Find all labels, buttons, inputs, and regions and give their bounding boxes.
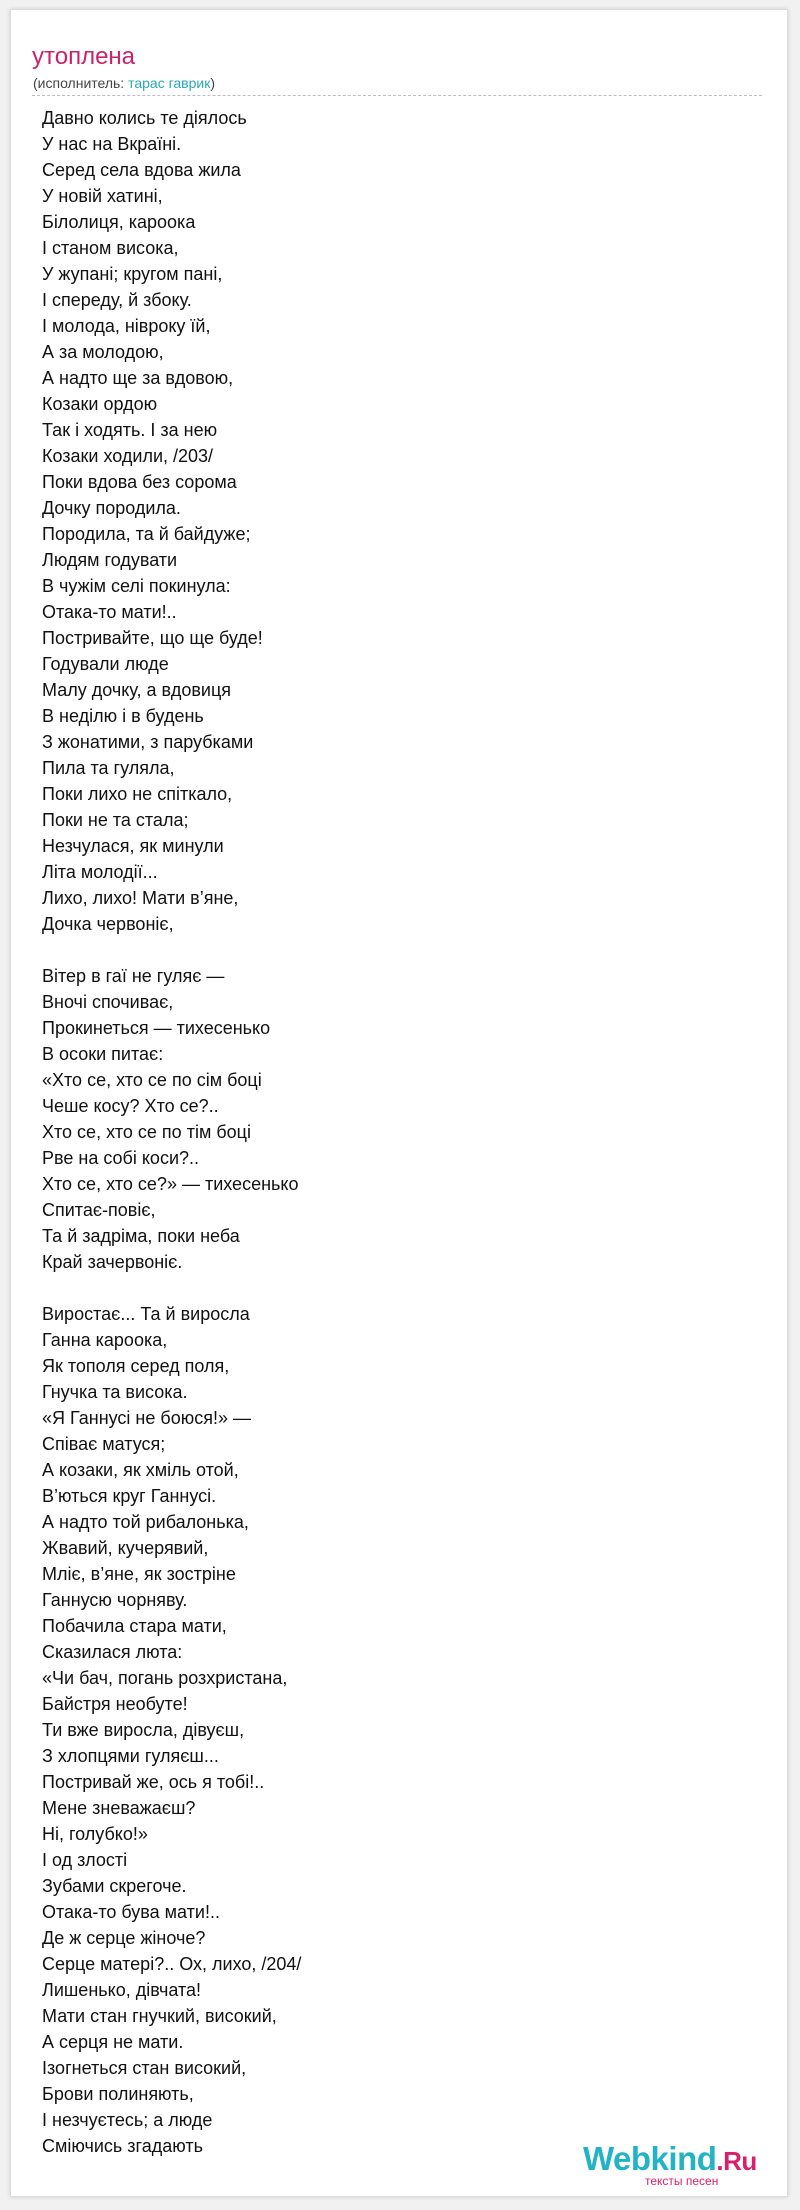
lyric-line: Людям годувати — [42, 550, 178, 570]
lyric-line: Білолиця, кароока — [42, 212, 196, 232]
song-title: утоплена — [32, 43, 136, 70]
lyric-line: «Я Ганнусі не боюся!» — — [42, 1408, 251, 1428]
lyric-line: Породила, та й байдуже; — [42, 524, 251, 544]
lyric-line: Серед села вдова жила — [42, 160, 241, 180]
lyric-line: Хто се, хто се по тім боці — [42, 1122, 251, 1142]
lyric-line: Ганна кароока, — [42, 1330, 168, 1350]
lyric-line: З жонатими, з парубками — [42, 732, 254, 752]
lyric-line: Літа молодії... — [42, 862, 158, 882]
lyric-line: У новій хатині, — [42, 186, 163, 206]
logo-tld: .Ru — [716, 2146, 757, 2176]
lyric-line: А козаки, як хміль отой, — [42, 1460, 239, 1480]
lyric-line: Ти вже виросла, дівуєш, — [42, 1720, 245, 1740]
lyric-line: А надто ще за вдовою, — [42, 368, 234, 388]
performer-link[interactable]: тарас гаврик — [128, 75, 211, 91]
lyric-line: Давно колись те діялось — [42, 108, 247, 128]
lyric-line: «Чи бач, погань розхристана, — [42, 1668, 288, 1688]
lyric-line: Побачила стара мати, — [42, 1616, 227, 1636]
lyric-line: Де ж серце жіноче? — [42, 1928, 206, 1948]
lyrics-stanza — [42, 1301, 742, 2159]
lyric-line: Дочку породила. — [42, 498, 181, 518]
lyric-line: Виростає... Та й виросла — [42, 1304, 250, 1324]
lyric-line: Хто се, хто се?» — тихесенько — [42, 1174, 299, 1194]
lyric-line: Незчулася, як минули — [42, 836, 224, 856]
lyric-line: Край зачервоніє. — [42, 1252, 183, 1272]
lyric-line: Поки вдова без сорома — [42, 472, 237, 492]
lyric-line: Отака-то бува мати!.. — [42, 1902, 220, 1922]
lyric-line: «Хто се, хто се по сім боці — [42, 1070, 262, 1090]
lyric-line: Ні, голубко!» — [42, 1824, 148, 1844]
lyric-line: Серце матері?.. Ох, лихо, /204/ — [42, 1954, 302, 1974]
lyric-line: А серця не мати. — [42, 2032, 184, 2052]
performer-suffix: ) — [210, 75, 216, 91]
lyric-line: Зубами скрегоче. — [42, 1876, 187, 1896]
lyric-line: В осоки питає: — [42, 1044, 164, 1064]
lyric-line: Поки не та стала; — [42, 810, 189, 830]
lyrics-stanza — [42, 963, 742, 1275]
lyric-line: Постривайте, що ще буде! — [42, 628, 263, 648]
lyric-line: Малу дочку, а вдовиця — [42, 680, 232, 700]
lyric-line: В чужім селі покинула: — [42, 576, 231, 596]
lyric-line: Співає матуся; — [42, 1434, 166, 1454]
lyric-line: Мати стан гнучкий, високий, — [42, 2006, 277, 2026]
lyric-line: Спитає-повіє, — [42, 1200, 156, 1220]
logo-tagline: тексты песен — [645, 2174, 719, 2188]
lyric-line: З хлопцями гуляєш... — [42, 1746, 219, 1766]
lyric-line: Ганнусю чорняву. — [42, 1590, 188, 1610]
lyric-line: Рве на собі коси?.. — [42, 1148, 200, 1168]
lyric-line: Дочка червоніє, — [42, 914, 174, 934]
lyric-line: А за молодою, — [42, 342, 164, 362]
lyric-line: Мліє, в’яне, як зостріне — [42, 1564, 236, 1584]
lyric-line: Лихо, лихо! Мати в’яне, — [42, 888, 239, 908]
webkind-logo[interactable] — [583, 2140, 773, 2188]
lyric-line: В’ються круг Ганнусі. — [42, 1486, 217, 1506]
lyric-line: Козаки ордою — [42, 394, 158, 414]
lyric-line: Ізогнеться стан високий, — [42, 2058, 247, 2078]
lyric-line: І од злості — [42, 1850, 128, 1870]
lyrics-stanza — [42, 105, 742, 937]
header-divider — [32, 95, 762, 96]
lyric-line: Лишенько, дівчата! — [42, 1980, 202, 2000]
lyric-line: Козаки ходили, /203/ — [42, 446, 214, 466]
lyric-line: Прокинеться — тихесенько — [42, 1018, 271, 1038]
lyric-line: Постривай же, ось я тобі!.. — [42, 1772, 265, 1792]
lyric-line: І станом висока, — [42, 238, 179, 258]
lyric-line: І молода, нівроку їй, — [42, 316, 211, 336]
performer-line — [33, 74, 215, 92]
lyric-line: Вночі спочиває, — [42, 992, 174, 1012]
lyric-line: Байстря необуте! — [42, 1694, 188, 1714]
lyric-line: Та й задріма, поки неба — [42, 1226, 240, 1246]
lyric-line: Поки лихо не спіткало, — [42, 784, 233, 804]
lyric-line: Сказилася люта: — [42, 1642, 183, 1662]
lyric-line: Мене зневажаєш? — [42, 1798, 196, 1818]
lyric-line: І спереду, й збоку. — [42, 290, 192, 310]
lyric-line: Вітер в гаї не гуляє — — [42, 966, 225, 986]
lyric-line: В неділю і в будень — [42, 706, 204, 726]
lyric-line: Пила та гуляла, — [42, 758, 175, 778]
lyric-line: Гнучка та висока. — [42, 1382, 188, 1402]
lyric-line: Сміючись згадають — [42, 2136, 203, 2156]
logo-word: Webkind — [583, 2140, 717, 2177]
lyric-line: Брови полиняють, — [42, 2084, 194, 2104]
lyric-line: Годували люде — [42, 654, 169, 674]
performer-prefix: (исполнитель: — [33, 75, 129, 91]
lyric-line: Отака-то мати!.. — [42, 602, 177, 622]
lyric-line: Жвавий, кучерявий, — [42, 1538, 209, 1558]
lyric-line: Як тополя серед поля, — [42, 1356, 230, 1376]
lyric-line: А надто той рибалонька, — [42, 1512, 249, 1532]
lyric-line: І незчуєтесь; а люде — [42, 2110, 213, 2130]
lyric-line: У жупані; кругом пані, — [42, 264, 223, 284]
lyric-line: У нас на Вкраїні. — [42, 134, 182, 154]
lyric-line: Чеше косу? Хто се?.. — [42, 1096, 219, 1116]
lyric-line: Так і ходять. І за нею — [42, 420, 218, 440]
lyrics-text — [42, 105, 742, 2185]
